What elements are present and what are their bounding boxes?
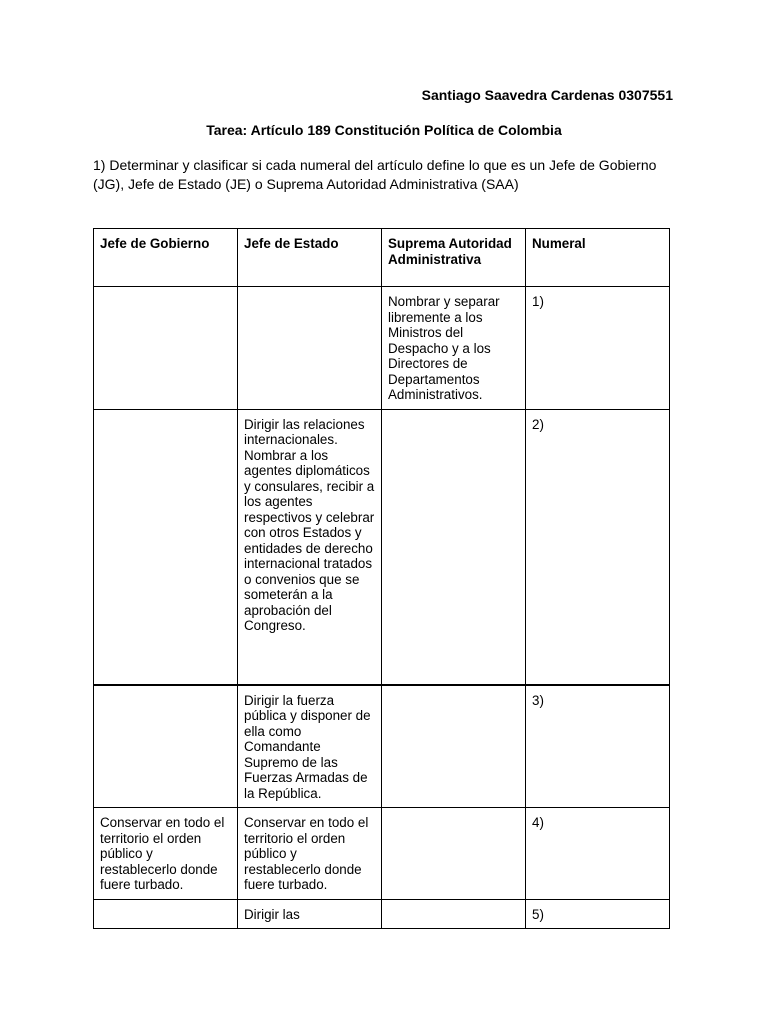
cell-saa: Nombrar y separar libremente a los Ministros del Despacho y a los Directores de Departamentos Administrativos. [382,287,526,410]
cell-numeral: 4) [526,808,670,900]
table-row [94,685,670,808]
header-numeral: Numeral [526,229,670,287]
header-jefe-de-estado: Jefe de Estado [238,229,382,287]
cell-saa [382,685,526,808]
cell-saa [382,808,526,900]
cell-je: Conservar en todo el territorio el orden público y restablecerlo donde fuere turbado. [238,808,382,900]
table-header-row [94,229,670,287]
cell-numeral: 2) [526,409,670,685]
instruction-text: 1) Determinar y clasificar si cada numeral del artículo define lo que es un Jefe de Gobierno (JG), Jefe de Estado (JE) o Suprema Autoridad Administrativa (SAA) [93,157,657,192]
classification-table [93,228,670,929]
assignment-title: Tarea: Artículo 189 Constitución Política de Colombia [206,122,562,138]
cell-je: Dirigir la fuerza pública y disponer de ella como Comandante Supremo de las Fuerzas Armadas de la República. [238,685,382,808]
header-jefe-de-gobierno: Jefe de Gobierno [94,229,238,287]
cell-jg [94,685,238,808]
author-line: Santiago Saavedra Cardenas 0307551 [421,87,673,103]
table-row [94,899,670,929]
table-row [94,287,670,410]
cell-jg: Conservar en todo el territorio el orden público y restablecerlo donde fuere turbado. [94,808,238,900]
cell-jg [94,899,238,929]
cell-je [238,287,382,410]
header-suprema-autoridad: Suprema Autoridad Administrativa [382,229,526,287]
cell-je: Dirigir las relaciones internacionales. Nombrar a los agentes diplomáticos y consulares, recibir a los agentes respectivos y celebrar con otros Estados y entidades de derecho internacional tratados o convenios que se someterán a la aprobación del Congreso. [238,409,382,685]
cell-jg [94,287,238,410]
cell-numeral: 3) [526,685,670,808]
table-row [94,808,670,900]
table-row [94,409,670,685]
cell-saa [382,899,526,929]
cell-numeral: 5) [526,899,670,929]
cell-je: Dirigir las [238,899,382,929]
cell-saa [382,409,526,685]
cell-jg [94,409,238,685]
cell-numeral: 1) [526,287,670,410]
